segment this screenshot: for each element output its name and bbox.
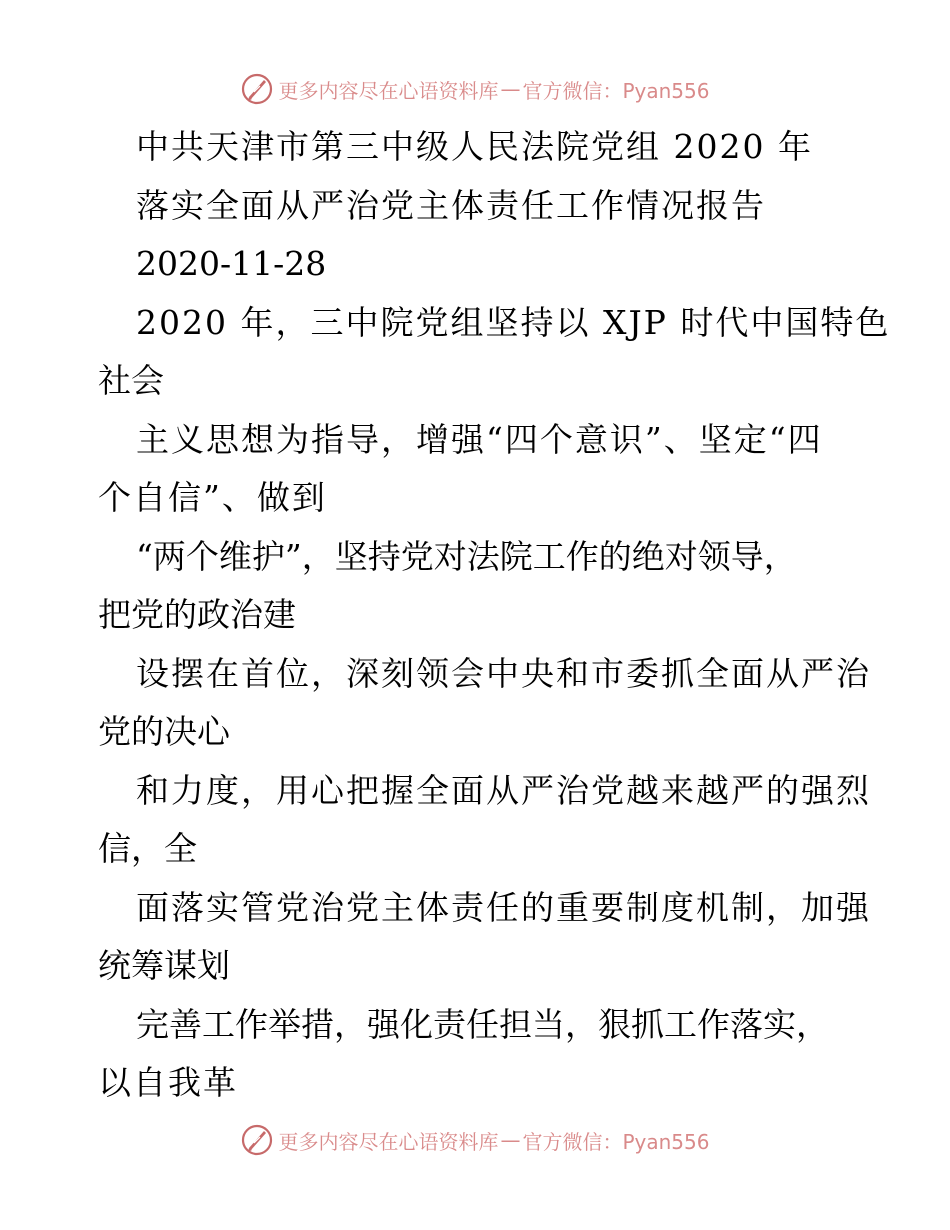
- body-line: 个自信”、做到: [98, 478, 327, 517]
- document-body: [98, 118, 891, 1113]
- body-line: 2020 年，三中院党组坚持以 XJP 时代中国特色: [136, 302, 891, 342]
- body-line: “两个维护”，坚持党对法院工作的绝对领导，: [136, 536, 797, 576]
- body-line: 把党的政治建: [98, 595, 296, 634]
- watermark-text: 更多内容尽在心语资料库: [278, 78, 499, 103]
- body-line: 以自我革: [98, 1063, 238, 1102]
- footer-watermark: [0, 1123, 950, 1157]
- watermark-wechat: 官方微信：Pyan556: [522, 1129, 710, 1154]
- watermark-separator: —: [500, 77, 521, 101]
- watermark-wechat: 官方微信：Pyan556: [522, 78, 710, 103]
- report-date: 2020-11-28: [136, 244, 327, 283]
- title-line-1: 中共天津市第三中级人民法院党组 2020 年: [136, 127, 813, 166]
- feather-pen-icon: [240, 72, 274, 106]
- feather-pen-icon: [240, 1123, 274, 1157]
- body-line: 统筹谋划: [98, 946, 230, 985]
- body-line: 社会: [98, 361, 164, 400]
- header-watermark: [0, 72, 950, 106]
- body-line: 面落实管党治党主体责任的重要制度机制，加强: [136, 887, 871, 927]
- body-line: 设摆在首位，深刻领会中央和市委抓全面从严治: [136, 653, 871, 693]
- watermark-text: 更多内容尽在心语资料库: [278, 1129, 499, 1154]
- body-line: 完善工作举措，强化责任担当，狠抓工作落实，: [136, 1004, 829, 1044]
- body-line: 和力度，用心把握全面从严治党越来越严的强烈: [136, 770, 871, 810]
- body-line: 信，全: [98, 829, 197, 868]
- title-line-2: 落实全面从严治党主体责任工作情况报告: [136, 185, 766, 225]
- body-line: 主义思想为指导，增强“四个意识”、坚定“四: [136, 419, 823, 459]
- body-line: 党的决心: [98, 712, 230, 751]
- watermark-separator: —: [500, 1128, 521, 1152]
